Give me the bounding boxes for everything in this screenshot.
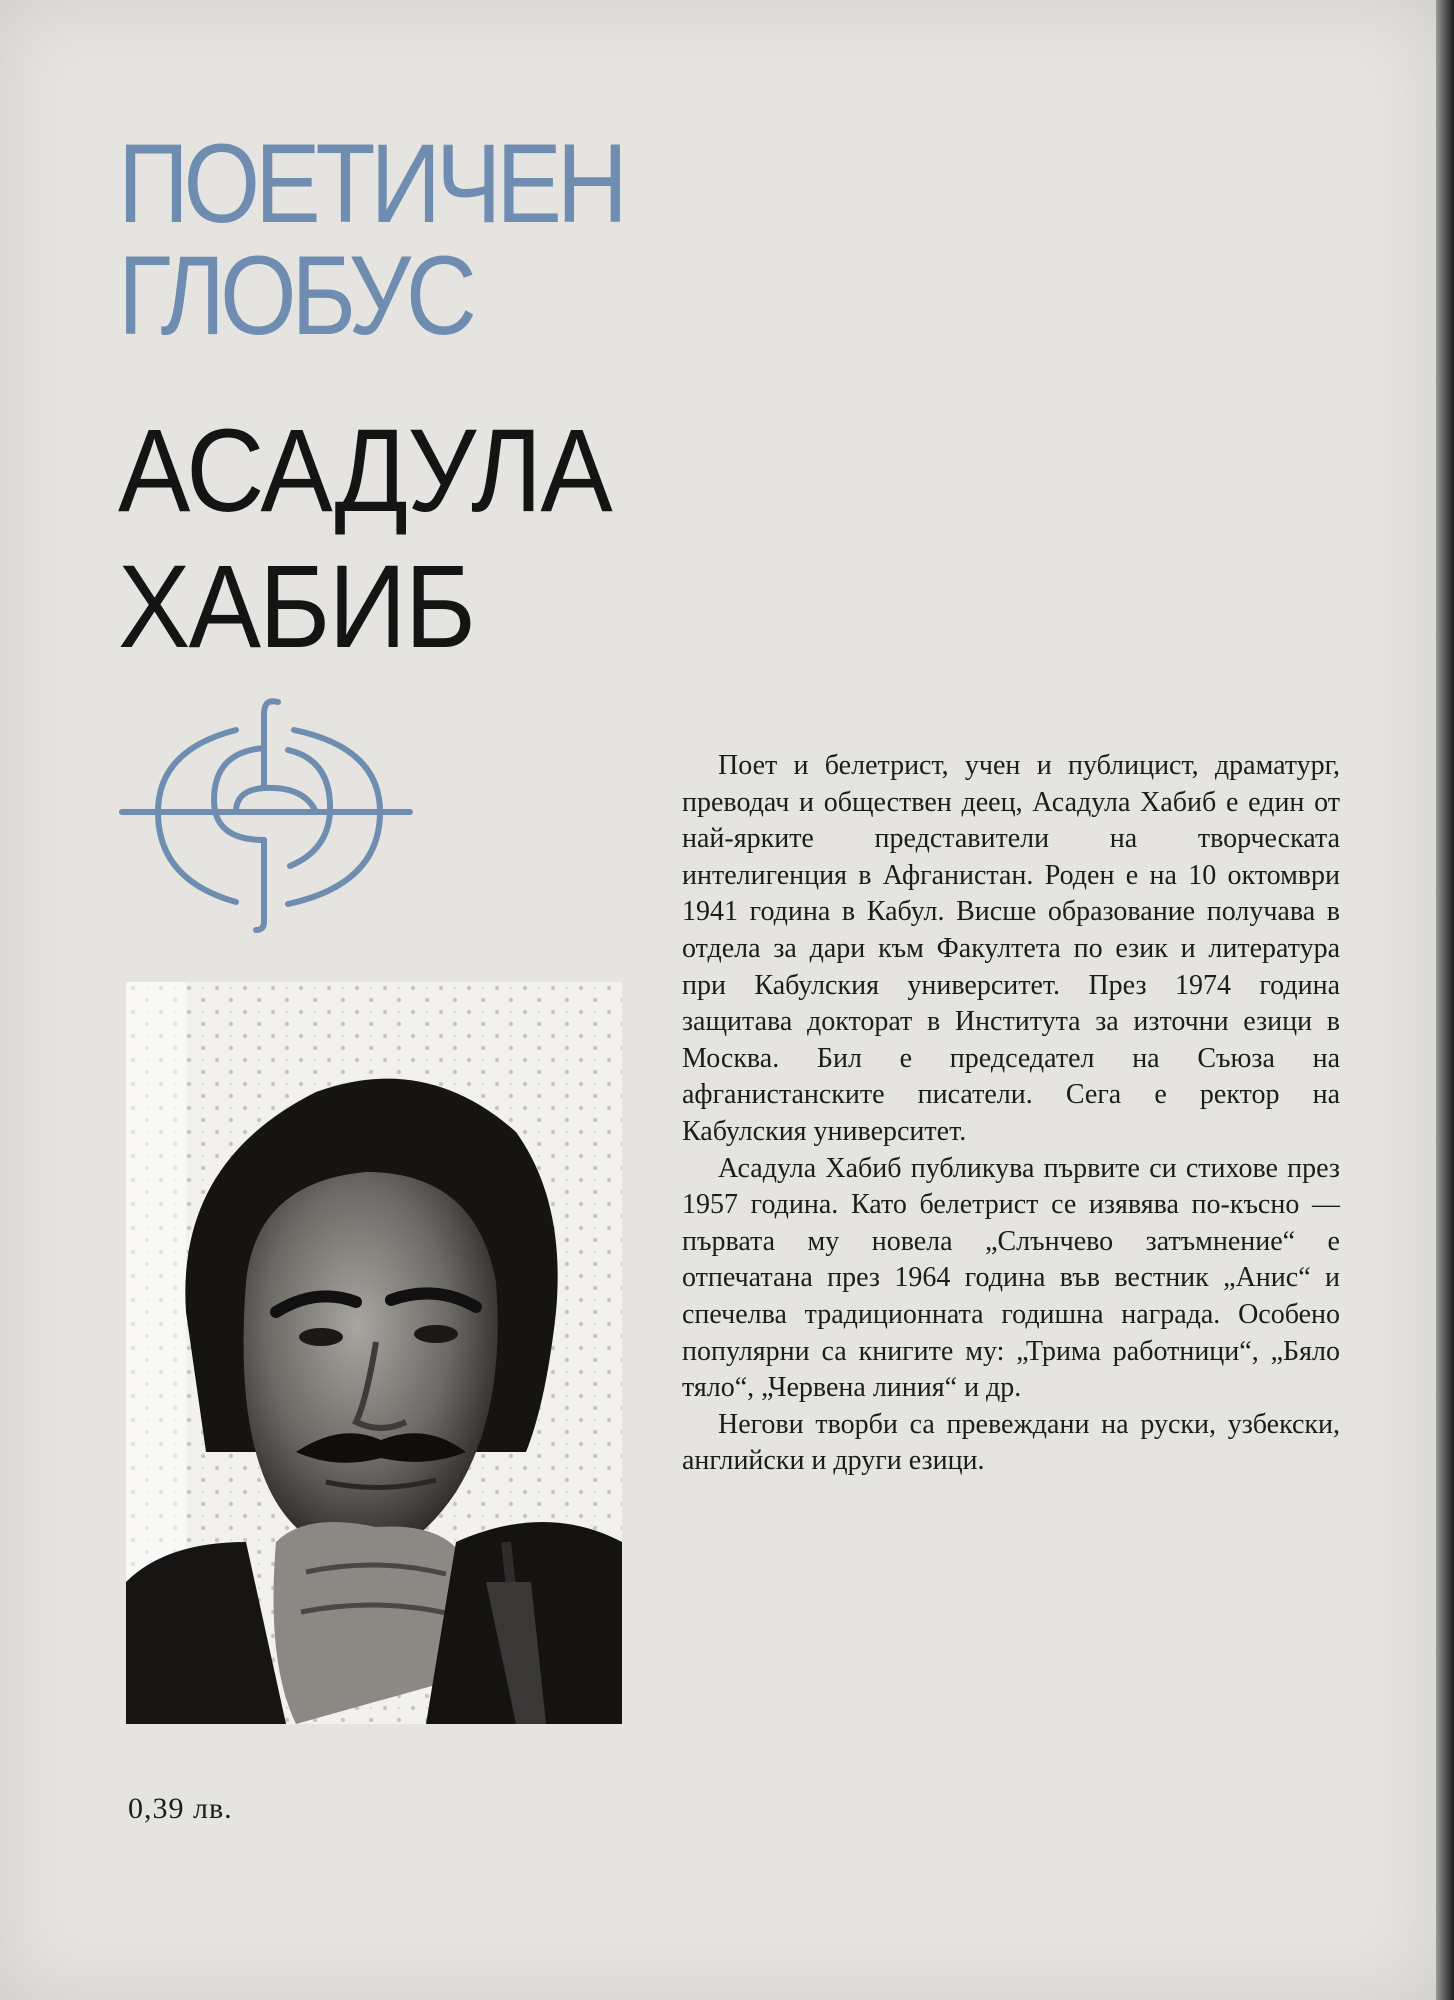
bio-paragraph: Поет и белетрист, учен и публицист, драматург, преводач и обществен деец, Асадула Хабиб е един от най-ярките представители на творческата интелигенция в Афганистан. Роден е на 10 октомври 1941 година в Кабул. Висше образование получава в отдела за дари към Факултета по език и литература при Кабулския университет. През 1974 година защитава докторат в Института за източни езици в Москва. Бил е председател на Съюза на афганистанските писатели. Сега е ректор на Кабулския университет. <box>682 750 1340 1147</box>
bio-paragraph: Негови творби са превеждани на руски, узбекски, английски и други езици. <box>682 1408 1340 1477</box>
price-label: 0,39 лв. <box>128 1792 233 1825</box>
author-name-line-1: АСАДУЛА <box>118 405 611 537</box>
globe-emblem-icon <box>118 690 418 940</box>
book-spine-edge <box>1436 0 1454 2000</box>
series-title-line-2: ГЛОБУС <box>118 233 472 358</box>
bio-paragraph: Асадула Хабиб публикува първите си стихове през 1957 година. Като белетрист се изявява по-късно — първата му новела „Слънчево затъмнение“ е отпечатана през 1964 година във вестник „Анис“ и спечелва традиционната годишна награда. Особено популярни са книгите му: „Трима работници“, „Бяло тяло“, „Червена линия“ и др. <box>682 1152 1340 1404</box>
author-name-line-2: ХАБИБ <box>118 541 475 673</box>
author-biography <box>682 748 1340 1480</box>
series-title-line-1: ПОЕТИЧЕН <box>118 121 623 246</box>
author-portrait-photo <box>126 982 622 1724</box>
